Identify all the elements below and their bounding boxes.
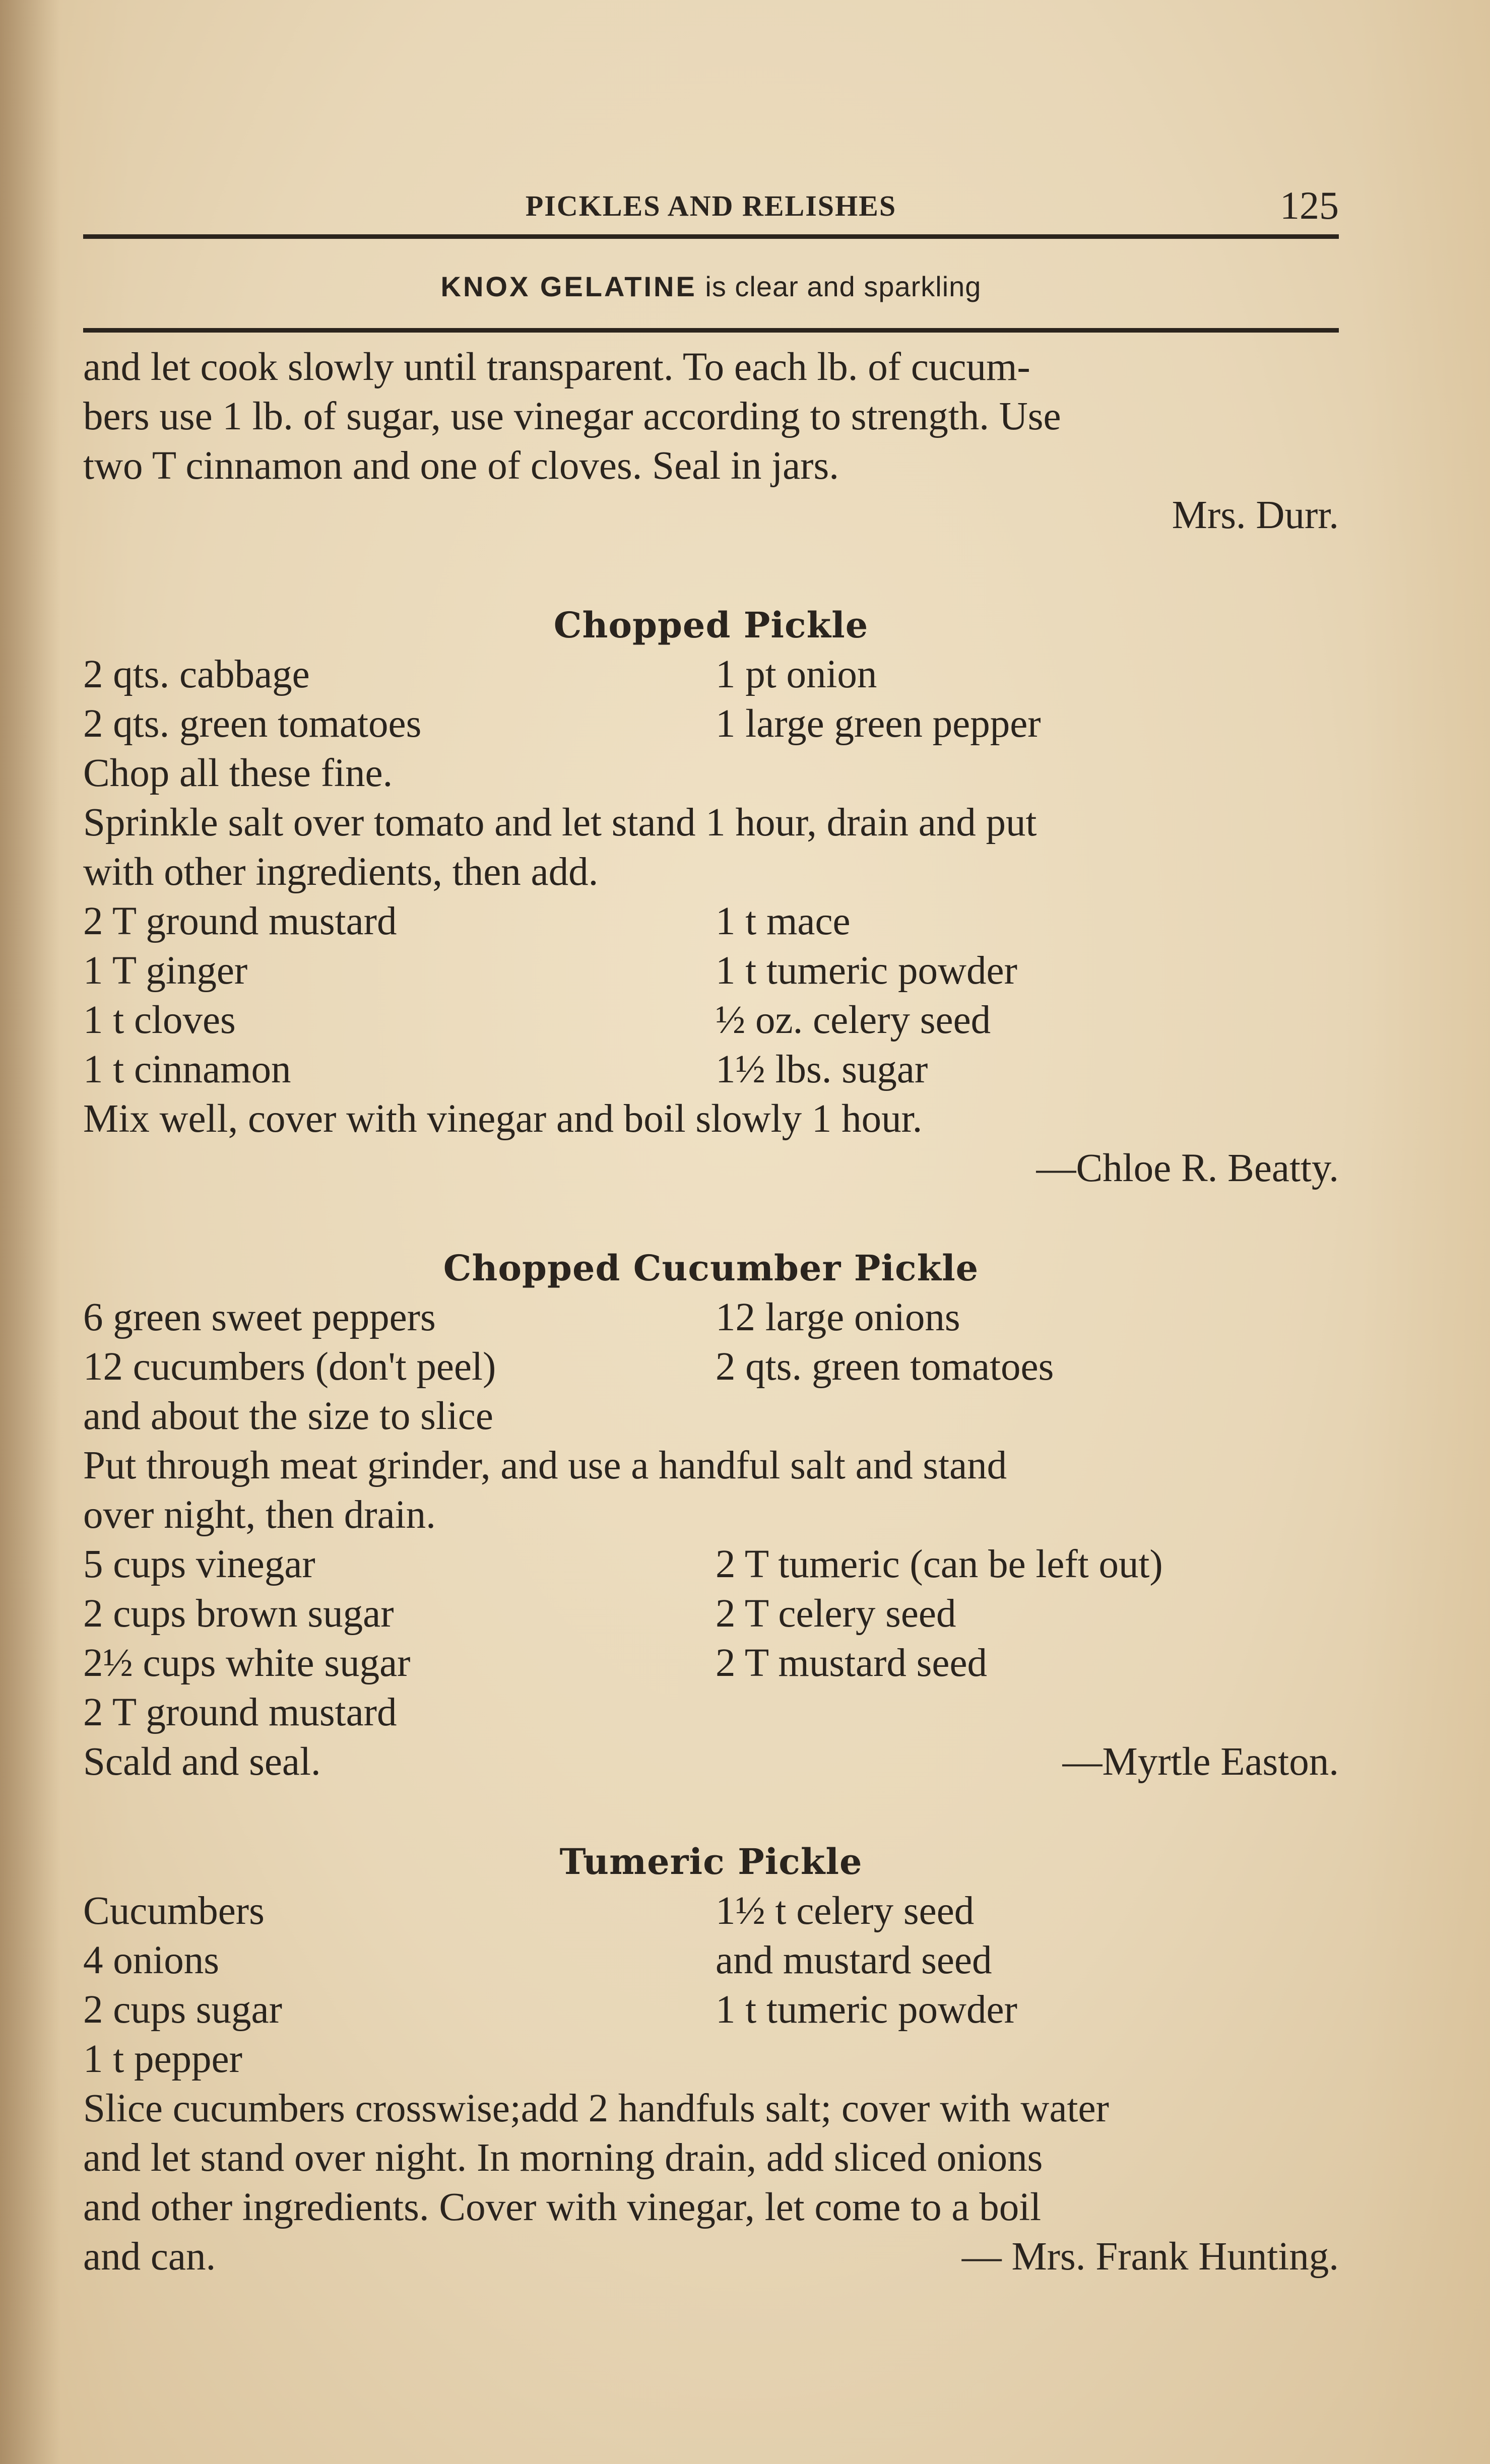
- ingredient-row: 2 cups brown sugar 2 T celery seed: [83, 1592, 956, 1636]
- ingredient-row: 2½ cups white sugar 2 T mustard seed: [83, 1641, 988, 1685]
- closing-row: [83, 1737, 1339, 1787]
- ingredient-row: 2 T ground mustard: [83, 1691, 397, 1734]
- recipe-attribution: —Chloe R. Beatty.: [1036, 1146, 1339, 1190]
- running-head: [83, 179, 1339, 234]
- recipe-chopped-pickle: [83, 601, 1339, 1193]
- page-number: 125: [1280, 183, 1339, 227]
- tagline-brand: KNOX GELATINE: [440, 271, 697, 302]
- tagline-text: is clear and sparkling: [705, 271, 982, 302]
- tagline: [83, 239, 1339, 328]
- intro-line: bers use 1 lb. of sugar, use vinegar according to strength. Use: [83, 395, 1061, 438]
- closing-line: and can.: [83, 2235, 216, 2279]
- instruction-line: Slice cucumbers crosswise;add 2 handfuls salt; cover with water: [83, 2087, 1109, 2130]
- instruction-line: over night, then drain.: [83, 1493, 436, 1537]
- ingredient-row: 6 green sweet peppers 12 large onions: [83, 1295, 960, 1339]
- instruction-line: and let stand over night. In morning drain, add sliced onions: [83, 2136, 1043, 2180]
- ingredient-row: 2 T ground mustard 1 t mace: [83, 899, 851, 943]
- ingredient-row: 2 cups sugar 1 t tumeric powder: [83, 1988, 1017, 2032]
- ingredient-row: Cucumbers 1½ t celery seed: [83, 1889, 975, 1933]
- ingredient-row: 4 onions and mustard seed: [83, 1938, 992, 1982]
- recipe-title: Chopped Pickle: [553, 604, 869, 646]
- recipe-title: Chopped Cucumber Pickle: [443, 1247, 979, 1289]
- ingredient-row: 2 qts. cabbage 1 pt onion: [83, 653, 877, 696]
- top-rule: [83, 234, 1339, 239]
- ingredient-row: and about the size to slice: [83, 1394, 493, 1438]
- ingredient-row: 5 cups vinegar 2 T tumeric (can be left out): [83, 1542, 1163, 1586]
- ingredient-row: 12 cucumbers (don't peel) 2 qts. green tomatoes: [83, 1345, 1054, 1389]
- closing-row: [83, 2232, 1339, 2282]
- ingredient-row: 1 t cinnamon 1½ lbs. sugar: [83, 1048, 928, 1091]
- recipe-tumeric-pickle: [83, 1837, 1339, 2282]
- page-content: [83, 179, 1339, 2282]
- instruction-line: Sprinkle salt over tomato and let stand 1 hour, drain and put: [83, 801, 1037, 845]
- instruction-line: Mix well, cover with vinegar and boil slowly 1 hour.: [83, 1097, 923, 1141]
- running-title: PICKLES AND RELISHES: [525, 189, 897, 222]
- spine-shadow: [0, 0, 60, 2464]
- page-body: [83, 343, 1339, 2282]
- recipe-chopped-cucumber-pickle: [83, 1244, 1339, 1787]
- recipe-attribution: — Mrs. Frank Hunting.: [961, 2235, 1339, 2279]
- ingredient-row: 1 T ginger 1 t tumeric powder: [83, 949, 1017, 993]
- instruction-line: Chop all these fine.: [83, 751, 393, 795]
- closing-line: Scald and seal.: [83, 1740, 321, 1784]
- instruction-line: Put through meat grinder, and use a handful salt and stand: [83, 1444, 1007, 1487]
- intro-attribution: Mrs. Durr.: [1172, 493, 1339, 537]
- ingredient-row: 1 t pepper: [83, 2037, 242, 2081]
- ingredient-row: 1 t cloves ½ oz. celery seed: [83, 998, 991, 1042]
- intro-line: and let cook slowly until transparent. To each lb. of cucum-: [83, 345, 1030, 389]
- recipe-title: Tumeric Pickle: [559, 1841, 863, 1883]
- intro-section: [83, 343, 1339, 540]
- instruction-line: and other ingredients. Cover with vinegar, let come to a boil: [83, 2185, 1042, 2229]
- bottom-rule: [83, 328, 1339, 333]
- recipe-attribution: —Myrtle Easton.: [1062, 1740, 1339, 1784]
- ingredient-row: 2 qts. green tomatoes 1 large green pepper: [83, 702, 1041, 746]
- intro-line: two T cinnamon and one of cloves. Seal in jars.: [83, 444, 839, 488]
- instruction-line: with other ingredients, then add.: [83, 850, 599, 894]
